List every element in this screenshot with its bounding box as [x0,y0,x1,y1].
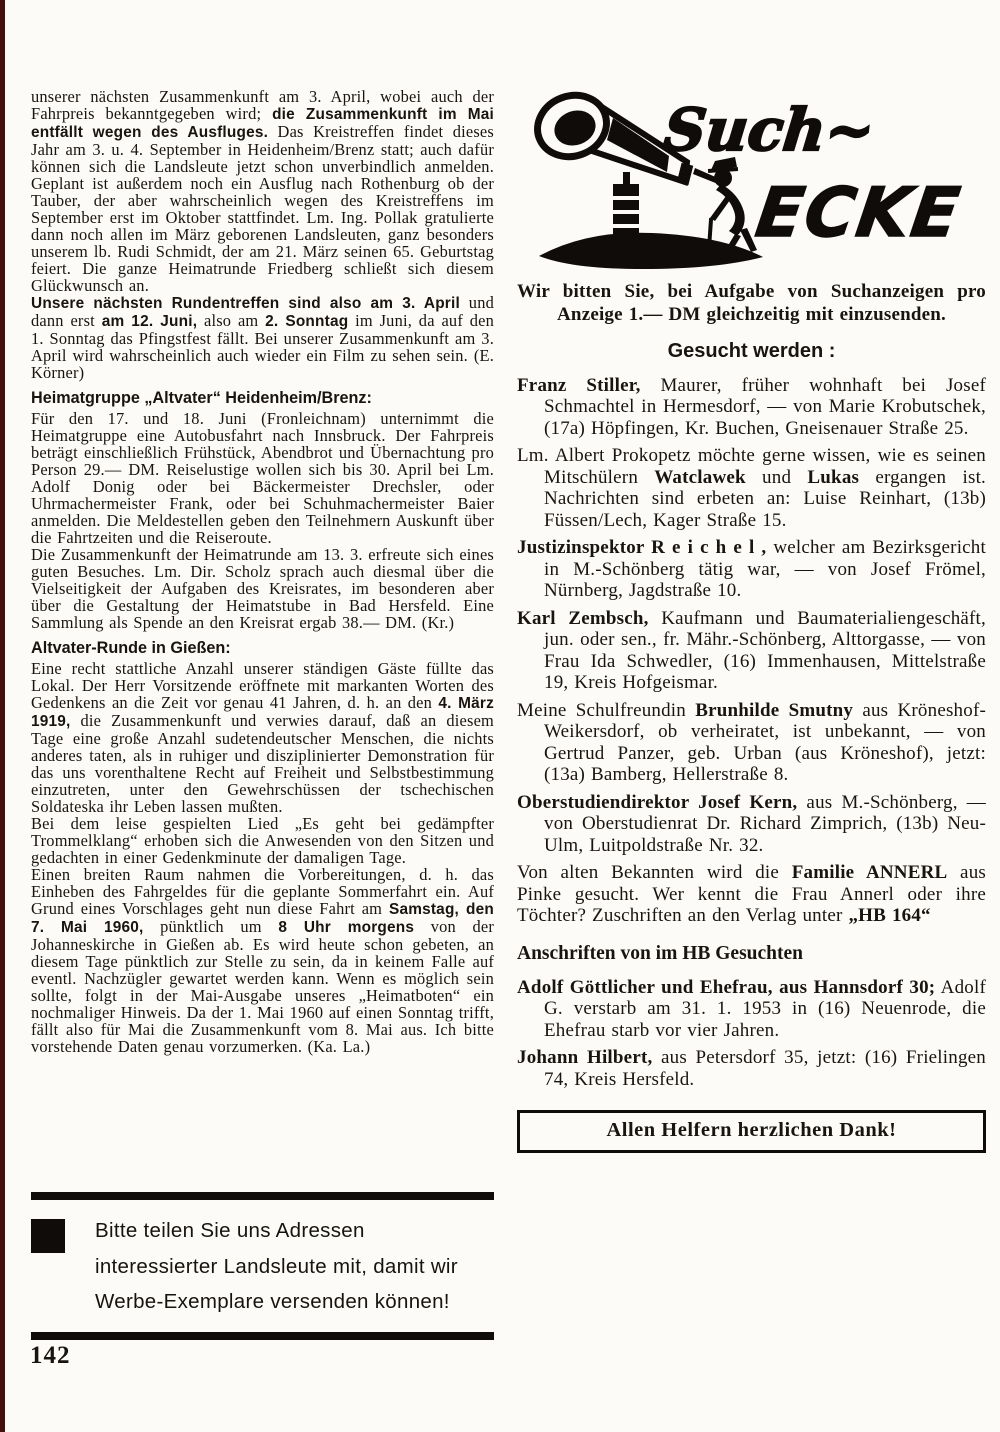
gesucht-werden-heading: Gesucht werden : [667,339,836,362]
search-entry [517,1047,986,1090]
bold-run: Unsere nächsten Rundentreffen sind also am 3. April [31,295,460,312]
left-paragraph [31,546,494,631]
text-run: Einen breiten Raum nahmen die Vorbereitungen, d. h. das Einheben des Fahrgeldes für die geplante Sommerfahrt ein. Auf Grund eines Vorschlages geht nun diese Fahrt am [31,865,494,918]
anschriften-subheading: Anschriften von im HB Gesuchten [517,942,804,964]
bold-run: Oberstudiendirektor Josef Kern, [517,791,798,813]
page-binding-edge [0,0,5,1432]
text-run: pünktlich um [143,917,279,936]
bold-run: Samstag, den 7. Mai 1960, [31,901,494,936]
bold-run: 8 Uhr morgens [278,919,415,936]
divider-rule-top [31,1192,494,1200]
text-run: unserer nächsten Zusammenkunft am 3. April, wobei auch der Fahrpreis bekanntgegeben wird; [31,87,494,123]
text-run: die Zusammenkunft und verwies darauf, daß an diesem Tage eine große Anzahl sudetendeutscher Menschen, die nichts anderes taten, als in ruhiger und disziplinierter Demonstration für das uns vorenthaltene Recht auf Freiheit und Selbstbestimmung einzutreten, unter den Gewehrschüssen der tschechischen Soldateska ihr Leben lassen mußten. [31,711,494,816]
square-bullet-icon [31,1219,65,1253]
text-run: im Juni, da auf den 1. Sonntag das Pfingstfest fällt. Bei unserer Zusammenkunft am 3. April wird wahrscheinlich auch wieder ein Film zu sehen sein. (E. Körner) [31,311,495,382]
text-run: aus Pinke gesucht. Wer kennt die Frau Annerl oder ihre Töchter? Zuschriften an den Verlag unter [517,862,986,927]
text-run: Maurer, früher wohnhaft bei Josef Schmachtel in Hermesdorf, — von Marie Krobutschek, (17a) Höpfingen, Kr. Buchen, Gneisenauer Straße 25. [544,374,986,439]
text-run: aus Petersdorf 35, jetzt: (16) Frielingen 74, Kreis Hersfeld. [544,1047,986,1090]
text-run: Das Kreistreffen findet dieses Jahr am 3. u. 4. September in Heidenheim/Brenz statt; auch dafür können sich die Landsleute jetzt schon unverbindlich anmelden. Geplant ist außerdem noch ein Ausflug nach Rothenburg ob der Tauber, der aber wahrscheinlich wegen des Kreistreffens im September erst im Oktober stattfindet. Lm. Ing. Pollak gratulierte dann noch allen im März geborenen Landsleuten, ganz besonders unserem lb. Rudi Schmidt, der am 21. März seinen 65. Geburtstag feiert. Die ganze Heimatrunde Friedberg schließt sich diesem Glückwunsch an. [31,122,494,295]
notice-text [95,1213,458,1320]
left-paragraph [31,88,494,294]
search-entry [517,445,986,531]
search-entry [517,977,986,1042]
search-entries-list [517,375,986,927]
search-entry [517,537,986,602]
left-paragraph [31,866,494,1055]
bold-run: die Zusammenkunft im Mai entfällt wegen des Ausfluges. [31,106,495,141]
left-column-text [31,88,494,1055]
bold-run: 4. März 1919, [31,695,494,730]
bold-run: am 12. Juni, [101,313,198,330]
left-paragraph [31,660,494,815]
logo-script-text: Such~ [660,95,878,164]
text-run: also am [197,311,266,330]
search-entry [517,792,986,857]
bold-run: Lukas [807,466,860,488]
text-run: Altvater-Runde in Gießen: [31,639,231,657]
text-run: Von alten Bekannten wird die [517,862,792,884]
notice-row [31,1200,494,1332]
text-run: Die Zusammenkunft der Heimatrunde am 13. 3. erfreute sich eines guten Besuches. Lm. Dir. Scholz sprach auch diesmal über die Vielseitigkeit der Aufgaben des Kreisrates, im besonderen aber über die Gestaltung der Heimatstube in Bad Hersfeld. Eine Sammlung als Spende an den Kreisrat ergab 38.— DM. (Kr.) [31,545,494,632]
bold-run: Adolf Göttlicher und Ehefrau, aus Hannsdorf 30; [517,976,936,998]
text-run: aus Kröneshof-Weikersdorf, ob verheiratet, ist unbekannt, — von Gertrud Panzer, geb. Urban (aus Kröneshof), jetzt: (13a) Bamberg, Hellerstraße 8. [544,699,987,786]
such-ecke-logo [517,84,986,270]
search-entry [517,608,986,694]
text-run: und [745,466,808,488]
bold-run: Karl Zembsch, [517,607,649,629]
text-run: Meine Schulfreundin [517,699,696,721]
text-run: aus M.-Schönberg, — von Oberstudienrat Dr. Richard Zimprich, (13b) Neu-Ulm, Luitpoldstraße Nr. 32. [544,791,987,856]
text-run: Bei dem leise gespielten Lied „Es geht bei gedämpfter Trommelklang“ erhoben sich die Anwesenden von den Sitzen und gedachten in einer Gedenkminute der damaligen Tage. [31,814,494,867]
notice-line: interessierter Landsleute mit, damit wir [95,1254,458,1278]
thanks-box: Allen Helfern herzlichen Dank! [517,1110,986,1153]
suchanzeigen-fee-notice: Wir bitten Sie, bei Aufgabe von Suchanzeigen pro Anzeige 1.— DM gleichzeitig mit einzusenden. [517,281,986,326]
text-run: welcher am Bezirksgericht in M.-Schönberg tätig war, — von Josef Frömel, Nürnberg, Jagdstraße 10. [544,537,986,602]
left-column [31,88,494,1055]
text-run: Lm. Albert Prokopetz möchte gerne wissen, wie es seinen Mitschülern [517,445,986,488]
text-run: und dann erst [31,293,494,330]
notice-line: Werbe-Exemplare versenden können! [95,1290,450,1313]
left-paragraph [31,410,494,546]
left-paragraph [31,294,494,381]
bold-run: Franz Stiller, [517,374,641,396]
text-run: ergangen ist. Nachrichten sind erbeten an: Luise Reinhart, (13b) Füssen/Lech, Kager Straße 15. [544,466,987,531]
text-run: Adolf G. verstarb am 31. 1. 1953 in (16) Neuenrode, die Ehefrau starb vor vier Jahren. [544,976,986,1041]
bold-run: Familie ANNERL [791,862,948,884]
divider-rule-bottom [31,1332,494,1340]
left-paragraph [31,815,494,866]
bold-run: Johann Hilbert, [517,1047,653,1069]
logo-block-text: ECKE [751,174,966,253]
search-entry [517,700,986,786]
page-number: 142 [30,1342,71,1369]
search-entry [517,862,986,927]
bold-run: 2. Sonntag [265,313,349,330]
text-run: von der Johanneskirche in Gießen ab. Es wird heute schon gebeten, an diesem Tage pünktlich zur Stelle zu sein, da in keinem Falle auf eventl. Nachzügler gewartet werden kann. Wenn es möglich sein sollte, folgt in der Mai-Ausgabe unseres „Heimatboten“ ein nochmaliger Hinweis. Da der 1. Mai 1960 auf einen Sonntag trifft, fällt also für Mai die Zusammenkunft vom 8. Mai aus. Ich bitte vorstehende Daten genau vorzumerken. (Ka. La.) [31,917,494,1056]
text-run: Eine recht stattliche Anzahl unserer ständigen Gäste füllte das Lokal. Der Herr Vorsitzende eröffnete mit markanten Worten des Gedenkens an die Zeit vor genau 41 Jahren, d. h. an den [31,659,494,712]
right-column [517,84,986,1153]
address-notice-block [31,1192,494,1340]
text-run: Heimatgruppe „Altvater“ Heidenheim/Brenz: [31,389,372,407]
bold-run: Watclawek [654,466,746,488]
search-entry [517,375,986,440]
notice-line: Bitte teilen Sie uns Adressen [95,1219,365,1242]
text-run: Für den 17. und 18. Juni (Fronleichnam) unternimmt die Heimatgruppe eine Autobusfahrt nach Innsbruck. Der Fahrpreis beträgt einschließlich Frühstück, Abendbrot und Übernachtung pro Person 29.— DM. Reiselustige wollen sich bis 30. April bei Lm. Adolf Donig oder bei Bäckermeister Drechsler, oder Uhrmachermeister Frank, oder bei Schuhmachermeister Baier anmelden. Die Meldestellen geben den Teilnehmern Auskunft über die Fahrtzeiten und die Reiseroute. [31,409,494,547]
left-section-heading [31,639,494,657]
address-entries-list [517,977,986,1091]
left-section-heading [31,389,494,407]
bold-run: Justizinspektor R e i c h e l , [517,537,767,559]
text-run: Kaufmann und Baumaterialiengeschäft, jun. oder sen., fr. Mähr.-Schönberg, Alttorgasse, — von Frau Ida Schwedler, (16) Immenhausen, Mittelstraße 19, Kreis Hofgeismar. [544,607,986,694]
bold-run: Brunhilde Smutny [695,699,854,721]
bold-run: „HB 164“ [848,905,931,927]
